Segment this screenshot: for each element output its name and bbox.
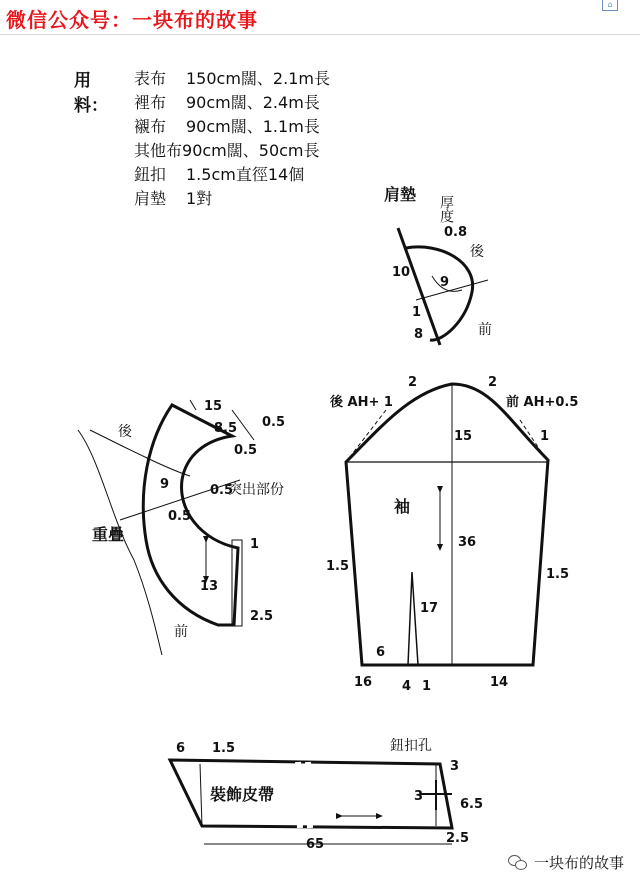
belt-label: 裝飾皮帶 <box>210 785 275 804</box>
dim-label: 2 <box>488 375 498 390</box>
material-spec: 90cm闊、2.4m長 <box>186 93 320 112</box>
collar-front-label: 前 <box>174 624 188 640</box>
overlap-label: 重疊 <box>92 525 125 544</box>
footer-brand-text: 一块布的故事 <box>533 854 624 872</box>
dim-label: 17 <box>420 601 439 616</box>
dim-label: 2 <box>408 375 418 390</box>
dim-label: 1 <box>422 679 432 694</box>
dim-label: 2.5 <box>446 831 470 846</box>
dim-label: 0.5 <box>234 443 258 458</box>
shoulder-pad-title: 肩墊 <box>384 185 417 204</box>
dim-label: 1 <box>250 537 260 552</box>
dim-label: 1 <box>540 429 550 444</box>
dim-label: 1.5 <box>212 741 236 756</box>
dim-label: 3 <box>414 789 424 804</box>
dim-label: 9 <box>160 477 170 492</box>
dim-label: 65 <box>306 837 325 852</box>
dim-label: 6 <box>376 645 386 660</box>
materials-heading: 用料： <box>74 71 108 116</box>
dim-label: 15 <box>454 429 473 444</box>
dim-label: 14 <box>490 675 509 690</box>
protrude-label: 突出部份 <box>228 482 284 498</box>
shoulder-pad-line <box>416 280 488 300</box>
material-name: 襯布 <box>134 117 167 136</box>
material-name: 表布 <box>134 69 167 88</box>
dim-label: 3 <box>450 759 460 774</box>
material-name: 其他布 <box>134 141 183 160</box>
dim-label: 2.5 <box>250 609 274 624</box>
shoulder-pad-front-label: 前 <box>478 322 492 338</box>
belt-fold <box>200 764 202 826</box>
sleeve-diagram <box>326 375 578 694</box>
material-name: 肩墊 <box>134 189 167 208</box>
material-spec: 90cm闊、50cm長 <box>182 141 320 160</box>
dim-label: 0.5 <box>168 509 192 524</box>
footer-brand <box>508 852 624 873</box>
dim-label: 6.5 <box>460 797 484 812</box>
sleeve-back-ah: 後 AH+ 1 <box>330 395 393 410</box>
dim-label: 16 <box>354 675 373 690</box>
dim-label: 0.5 <box>262 415 286 430</box>
material-spec: 1對 <box>186 189 213 208</box>
collar-diagram <box>78 399 285 655</box>
sleeve-guide <box>346 410 548 462</box>
dim-label: 9 <box>440 275 450 290</box>
thickness-value: 0.8 <box>444 225 468 240</box>
dim-label: 10 <box>392 265 411 280</box>
collar-mark <box>190 400 196 410</box>
material-spec: 150cm闊、2.1m長 <box>186 69 330 88</box>
bodice-outline <box>90 430 190 476</box>
dim-label: 0.5 <box>210 483 234 498</box>
dim-label: 1 <box>412 305 422 320</box>
page-title: 微信公众号：一块布的故事 <box>6 8 258 32</box>
bookmark-icon[interactable]: ⌂ <box>602 0 618 11</box>
material-spec: 1.5cm直徑14個 <box>186 165 305 184</box>
dim-label: 36 <box>458 535 477 550</box>
dim-label: 8.5 <box>214 421 238 436</box>
sleeve-dart <box>408 572 418 665</box>
dim-label: 1.5 <box>546 567 570 582</box>
belt-diagram <box>170 737 483 852</box>
sleeve-front-ah: 前 AH+0.5 <box>506 395 579 410</box>
dim-label: 4 <box>402 679 412 694</box>
sleeve-label: 袖 <box>394 497 411 516</box>
belt-break <box>298 762 310 828</box>
dim-label: 15 <box>204 399 223 414</box>
collar-back-label: 後 <box>118 424 132 440</box>
dim-label: 13 <box>200 579 219 594</box>
buttonhole-label: 鈕扣孔 <box>390 738 432 754</box>
dim-label: 1.5 <box>326 559 350 574</box>
material-name: 鈕扣 <box>134 165 167 184</box>
thickness-label: 厚度 <box>438 195 454 223</box>
material-spec: 90cm闊、1.1m長 <box>186 117 320 136</box>
dim-label: 8 <box>414 327 424 342</box>
shoulder-pad-back-label: 後 <box>470 244 484 260</box>
sleeve-outline <box>346 384 548 665</box>
shoulder-pad-diagram <box>384 185 492 345</box>
dim-label: 6 <box>176 741 186 756</box>
wechat-icon <box>508 855 528 871</box>
material-name: 裡布 <box>134 93 167 112</box>
